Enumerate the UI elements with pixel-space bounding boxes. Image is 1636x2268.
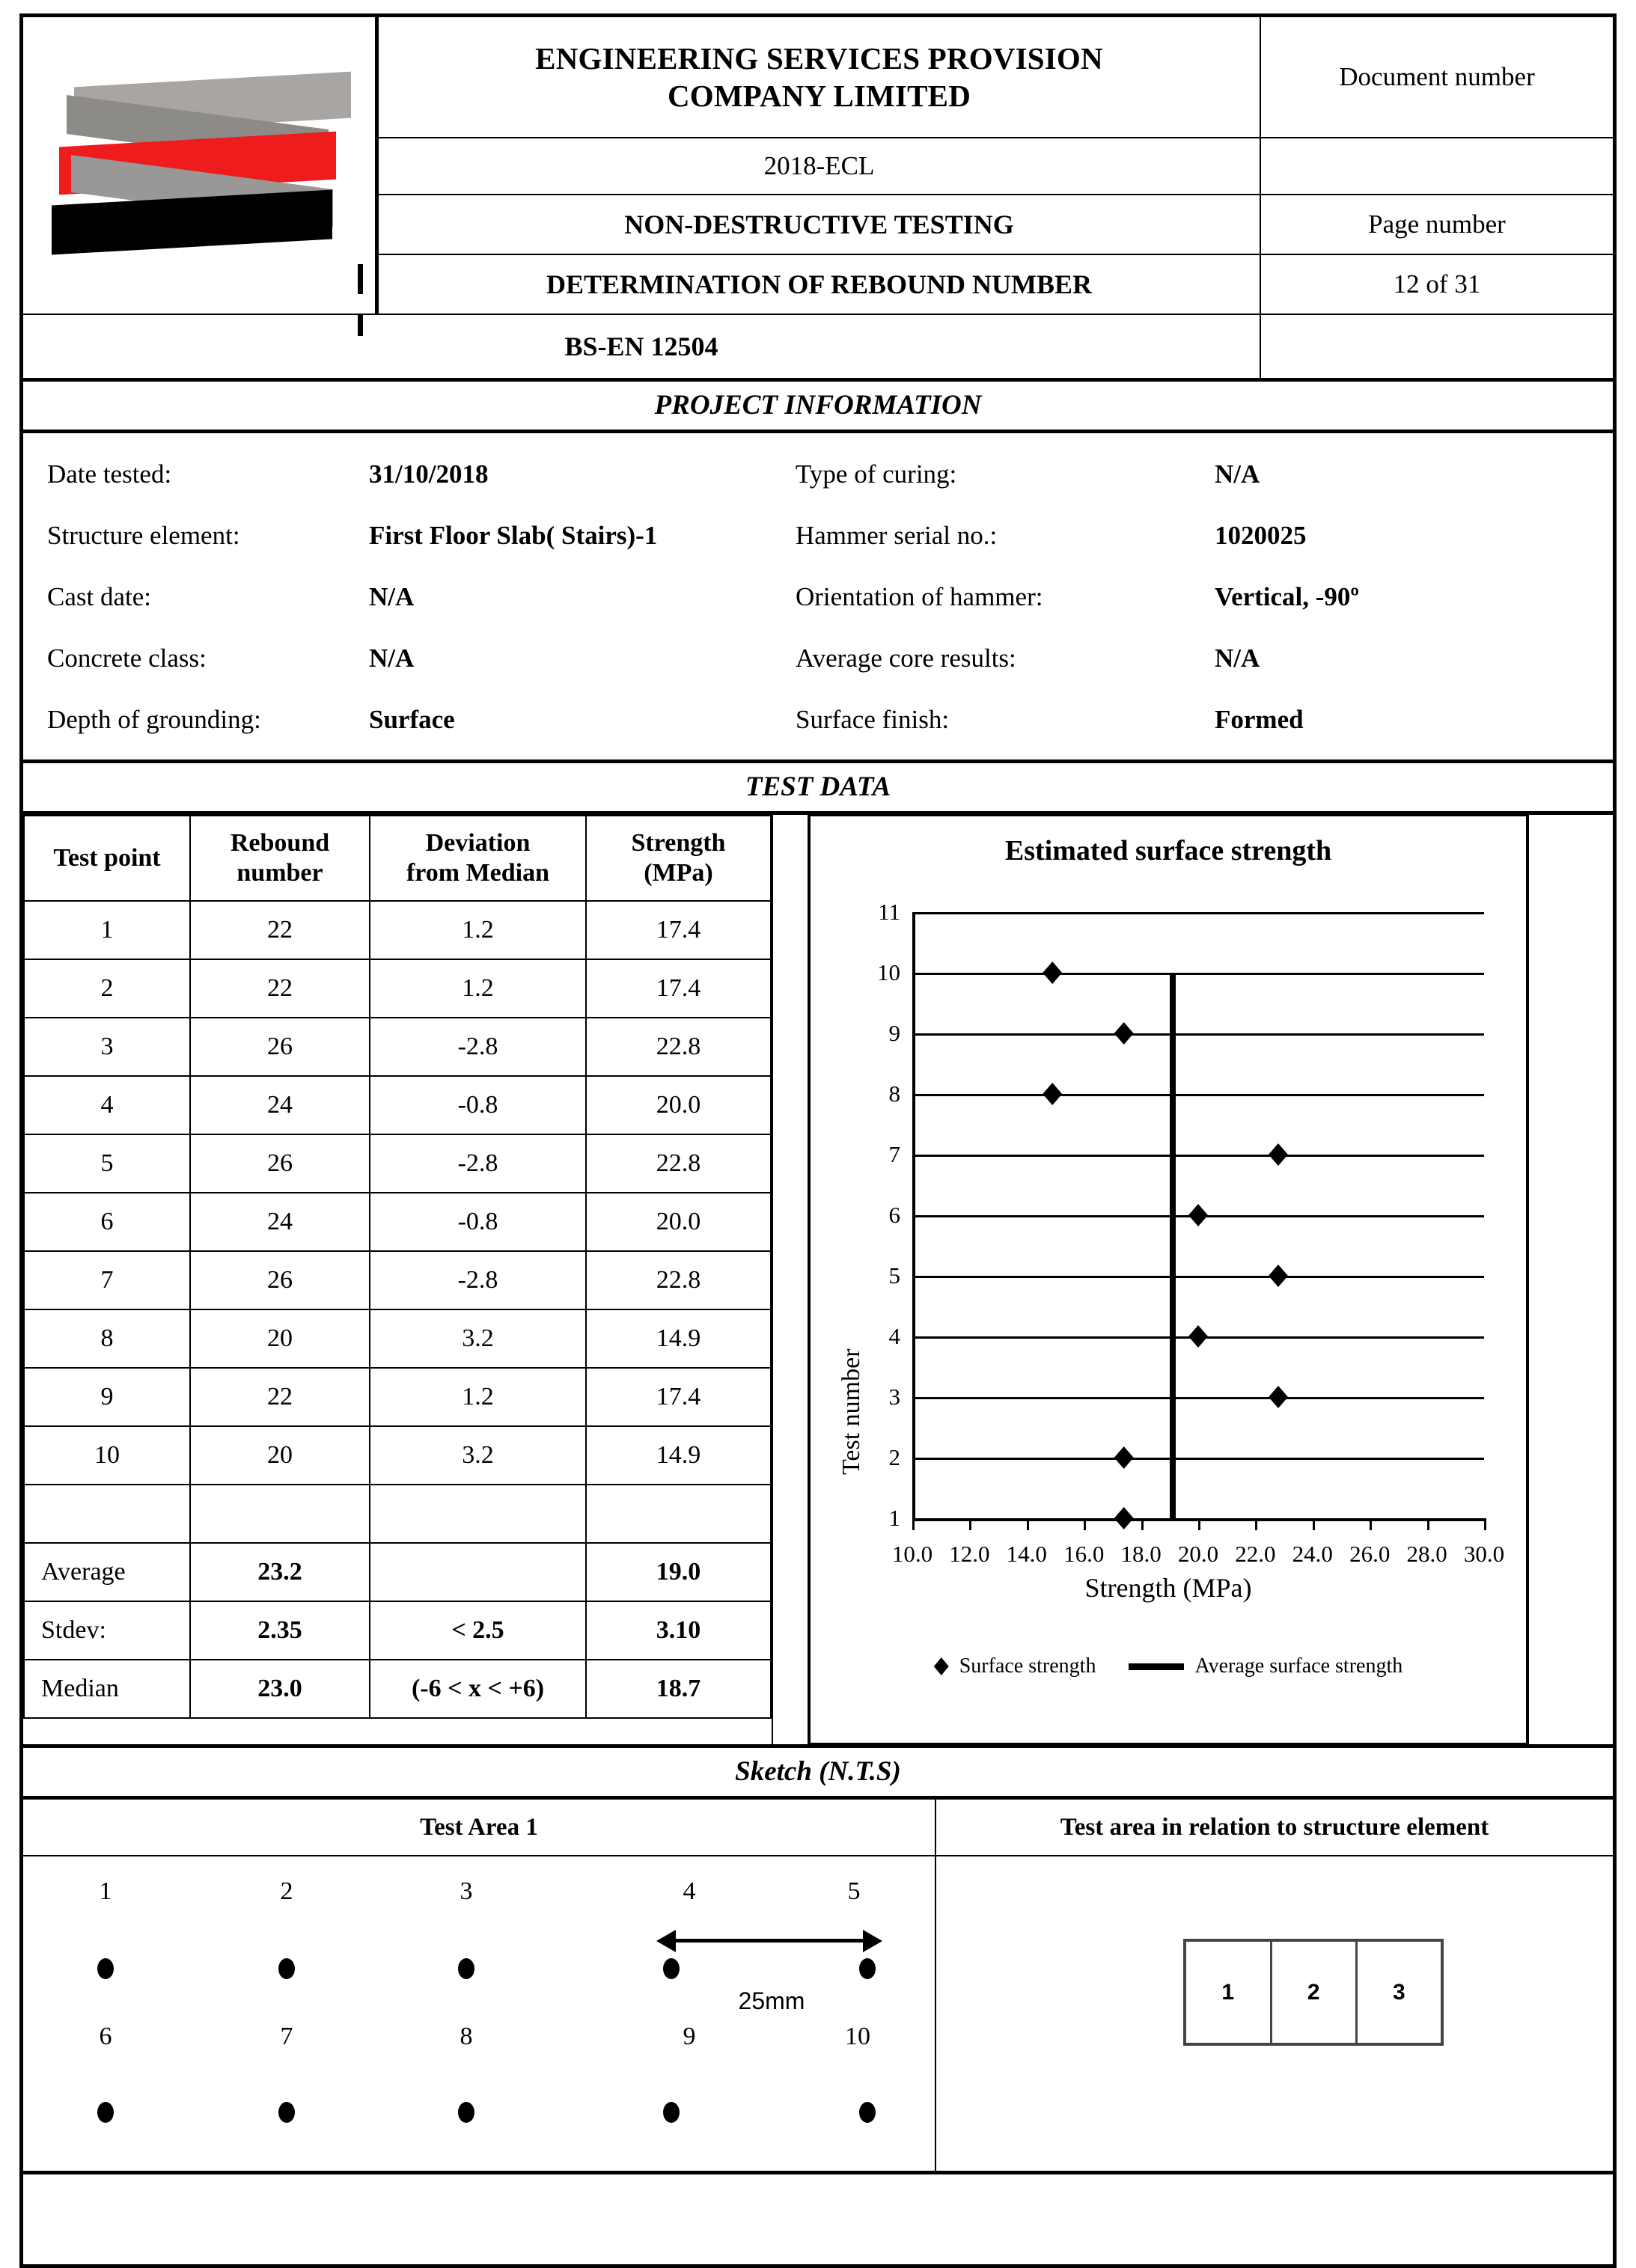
- cell-rebound: 20: [190, 1426, 370, 1485]
- summary-row-average: [24, 1543, 771, 1601]
- cell-rebound: 22: [190, 901, 370, 959]
- table-row: [24, 1134, 771, 1193]
- legend-label-average-surface-strength: Average surface strength: [1194, 1654, 1403, 1678]
- label-concrete-class: Concrete class:: [47, 644, 207, 673]
- table-chart-spacer: [772, 815, 808, 1744]
- diamond-marker-icon: [934, 1657, 949, 1675]
- header-blank-cell: [1260, 314, 1615, 380]
- dimension-label: 25mm: [738, 1987, 805, 2014]
- project-information-title: PROJECT INFORMATION: [654, 390, 982, 421]
- label-cast-date: Cast date:: [47, 582, 151, 611]
- test-data-layout: [23, 815, 1613, 1744]
- cell-test-point: 7: [24, 1251, 190, 1309]
- cell-rebound: 26: [190, 1134, 370, 1193]
- chart-x-tick-label: 10.0: [891, 1541, 933, 1567]
- standard-cell: [22, 314, 1261, 380]
- cell-deviation: -2.8: [370, 1134, 586, 1193]
- project-information-body: [22, 432, 1615, 762]
- standard-label: BS-EN 12504: [564, 331, 718, 361]
- chart-average-line: [1170, 973, 1176, 1518]
- grid-label-1: 1: [99, 1877, 112, 1905]
- chart-gridline: [912, 1155, 1484, 1157]
- cell-strength: 20.0: [586, 1193, 771, 1251]
- table-row-empty: [24, 1485, 771, 1543]
- grid-label-6: 6: [99, 2023, 112, 2050]
- company-name-line1: ENGINEERING SERVICES PROVISION: [535, 40, 1103, 76]
- logo-bar-black: [52, 190, 332, 255]
- chart-right-spacer: [1528, 815, 1613, 1744]
- summary-row-median: [24, 1660, 771, 1718]
- value-type-of-curing: N/A: [1215, 459, 1260, 489]
- cell-rebound: 20: [190, 1309, 370, 1368]
- chart-y-axis-label: Test number: [837, 1348, 865, 1475]
- legend-item-surface-strength: [934, 1654, 1096, 1678]
- value-stdev-rebound: 2.35: [190, 1601, 370, 1660]
- table-row: [24, 1368, 771, 1426]
- cell-deviation: [370, 1485, 586, 1543]
- sketch-bottom-blank-row: [23, 2173, 1613, 2265]
- cell-deviation: 3.2: [370, 1426, 586, 1485]
- test-area-grid-cell: [23, 1856, 935, 2173]
- chart-gridline: [912, 973, 1484, 975]
- value-median-deviation: (-6 < x < +6): [370, 1660, 586, 1718]
- test-point-dot: [663, 2102, 680, 2123]
- value-hammer-serial-no: 1020025: [1215, 521, 1307, 550]
- chart-container: [809, 815, 1527, 1744]
- chart-y-tick-label: 1: [888, 1505, 900, 1531]
- chart-x-tick-label: 16.0: [1063, 1541, 1105, 1567]
- project-info-row: [23, 505, 1613, 566]
- cell-rebound: 26: [190, 1018, 370, 1076]
- legend-label-surface-strength: Surface strength: [959, 1654, 1096, 1678]
- table-row: [24, 1309, 771, 1368]
- grid-label-8: 8: [460, 2023, 473, 2050]
- structure-cell-2: 2: [1272, 1942, 1358, 2043]
- table-row: [24, 1018, 771, 1076]
- grid-label-7: 7: [280, 2023, 293, 2050]
- chart-x-tick-mark: [1427, 1518, 1429, 1530]
- cell-deviation: -0.8: [370, 1076, 586, 1134]
- chart-x-axis-label: Strength (MPa): [1084, 1573, 1252, 1603]
- table-row: [24, 1251, 771, 1309]
- chart-x-tick-mark: [1484, 1518, 1486, 1530]
- logo-tick-upper: [358, 264, 363, 294]
- page-number-label: Page number: [1368, 210, 1506, 239]
- grid-label-2: 2: [280, 1877, 293, 1905]
- chart-cell: [808, 815, 1528, 1744]
- chart-data-point: [1188, 1325, 1208, 1348]
- col-header-test-point: Test point: [24, 816, 190, 901]
- test-type-label: NON-DESTRUCTIVE TESTING: [624, 210, 1014, 239]
- label-average-core-results: Average core results:: [796, 644, 1016, 673]
- project-information-table: [23, 444, 1613, 751]
- test-data-section-header: [22, 762, 1615, 813]
- cell-test-point: 3: [24, 1018, 190, 1076]
- results-table: [23, 815, 772, 1719]
- chart-gridline: [912, 1397, 1484, 1399]
- project-info-row: [23, 689, 1613, 751]
- value-median-rebound: 23.0: [190, 1660, 370, 1718]
- chart-y-tick-label: 6: [888, 1202, 900, 1228]
- chart-gridline: [912, 1094, 1484, 1096]
- chart-x-tick-mark: [912, 1518, 915, 1530]
- value-stdev-strength: 3.10: [586, 1601, 771, 1660]
- chart-title: Estimated surface strength: [1004, 835, 1332, 866]
- company-title-cell: [377, 16, 1261, 138]
- test-data-body: [22, 813, 1615, 1746]
- cell-strength: [586, 1485, 771, 1543]
- chart-y-tick-label: 9: [888, 1020, 900, 1046]
- chart-x-tick-mark: [1084, 1518, 1086, 1530]
- col-header-deviation-from-median: Deviation from Median: [370, 816, 586, 901]
- surface-strength-chart: [811, 816, 1526, 1743]
- chart-data-point: [1269, 1386, 1288, 1408]
- cell-rebound: [190, 1485, 370, 1543]
- value-stdev-deviation: < 2.5: [370, 1601, 586, 1660]
- chart-data-point: [1043, 962, 1062, 984]
- chart-data-point: [1114, 1446, 1134, 1469]
- cell-test-point: [24, 1485, 190, 1543]
- value-orientation-of-hammer: Vertical, -90º: [1215, 582, 1359, 611]
- test-data-title: TEST DATA: [745, 771, 891, 802]
- sketch-left-header: Test Area 1: [23, 1800, 935, 1856]
- cell-test-point: 9: [24, 1368, 190, 1426]
- grid-label-10: 10: [845, 2023, 870, 2050]
- cell-strength: 17.4: [586, 901, 771, 959]
- grid-label-4: 4: [683, 1877, 696, 1905]
- label-stdev: Stdev:: [24, 1601, 190, 1660]
- chart-data-point: [1114, 1022, 1134, 1045]
- structure-relation-cell: [935, 1856, 1613, 2173]
- project-info-row: [23, 566, 1613, 628]
- document-number-value-cell: [377, 138, 1261, 195]
- cell-strength: 22.8: [586, 1134, 771, 1193]
- table-row: [24, 959, 771, 1018]
- legend-item-average-surface-strength: [1129, 1654, 1402, 1678]
- company-logo-cell: [22, 16, 377, 315]
- chart-data-point: [1269, 1265, 1288, 1287]
- chart-y-tick-label: 8: [888, 1080, 900, 1107]
- structure-diagram-container: [936, 1856, 1613, 2171]
- chart-data-point: [1269, 1143, 1288, 1166]
- test-area-grid: [23, 1856, 935, 2171]
- cell-deviation: 1.2: [370, 959, 586, 1018]
- dimension-arrow-right-icon: [863, 1930, 882, 1952]
- cell-rebound: 24: [190, 1193, 370, 1251]
- page-number-label-cell: [1260, 195, 1615, 254]
- cell-strength: 14.9: [586, 1426, 771, 1485]
- dimension-line: [676, 1939, 863, 1943]
- document-number-label-cell: [1260, 16, 1615, 138]
- value-cast-date: N/A: [369, 582, 415, 611]
- structure-cell-3: 3: [1393, 1979, 1405, 2005]
- chart-x-tick-mark: [1313, 1518, 1315, 1530]
- sketch-section-header: [22, 1746, 1615, 1798]
- chart-x-tick-label: 22.0: [1235, 1541, 1276, 1567]
- chart-y-tick-label: 2: [888, 1444, 900, 1470]
- structure-cell-1: 1: [1186, 1942, 1272, 2043]
- label-orientation-of-hammer: Orientation of hammer:: [796, 582, 1043, 611]
- test-title-label: DETERMINATION OF REBOUND NUMBER: [546, 269, 1093, 299]
- table-row: [24, 1426, 771, 1485]
- chart-x-tick-label: 26.0: [1349, 1541, 1391, 1567]
- chart-x-tick-mark: [1027, 1518, 1029, 1530]
- chart-data-point: [1114, 1507, 1134, 1529]
- cell-deviation: -0.8: [370, 1193, 586, 1251]
- cell-test-point: 2: [24, 959, 190, 1018]
- chart-y-tick-label: 5: [888, 1262, 900, 1289]
- cell-test-point: 6: [24, 1193, 190, 1251]
- cell-deviation: 1.2: [370, 901, 586, 959]
- chart-y-tick-label: 3: [888, 1384, 900, 1410]
- value-structure-element: First Floor Slab( Stairs)-1: [369, 521, 658, 550]
- chart-y-tick-label: 11: [878, 899, 900, 925]
- label-structure-element: Structure element:: [47, 521, 240, 550]
- chart-y-tick-label: 7: [888, 1141, 900, 1167]
- cell-strength: 22.8: [586, 1018, 771, 1076]
- test-point-dot: [278, 2102, 295, 2123]
- chart-x-tick-label: 30.0: [1463, 1541, 1505, 1567]
- document-number-value: 2018-ECL: [763, 151, 875, 180]
- cell-deviation: -2.8: [370, 1251, 586, 1309]
- label-average: Average: [24, 1543, 190, 1601]
- value-surface-finish: Formed: [1215, 705, 1304, 734]
- value-depth-of-grounding: Surface: [369, 705, 455, 734]
- cell-deviation: 1.2: [370, 1368, 586, 1426]
- label-median: Median: [24, 1660, 190, 1718]
- logo-tick-lower: [358, 314, 363, 336]
- col-header-rebound-number: Rebound number: [190, 816, 370, 901]
- chart-gridline: [912, 1276, 1484, 1278]
- chart-legend: [811, 1654, 1526, 1678]
- chart-y-tick-label: 4: [888, 1323, 900, 1349]
- value-concrete-class: N/A: [369, 644, 415, 673]
- grid-label-9: 9: [683, 2023, 696, 2050]
- test-point-dot: [97, 1958, 114, 1979]
- table-row: [24, 1193, 771, 1251]
- test-point-dot: [859, 2102, 876, 2123]
- sketch-right-header: Test area in relation to structure element: [935, 1800, 1613, 1856]
- company-logo: [52, 58, 351, 272]
- test-type-cell: [377, 195, 1261, 254]
- chart-x-tick-mark: [1141, 1518, 1144, 1530]
- chart-x-tick-mark: [1370, 1518, 1372, 1530]
- chart-x-tick-label: 24.0: [1292, 1541, 1333, 1567]
- page-number-value: 12 of 31: [1393, 269, 1481, 299]
- chart-gridline: [912, 912, 1484, 914]
- value-average-strength: 19.0: [586, 1543, 771, 1601]
- cell-test-point: 5: [24, 1134, 190, 1193]
- label-type-of-curing: Type of curing:: [796, 459, 957, 489]
- cell-strength: 22.8: [586, 1251, 771, 1309]
- chart-gridline: [912, 1458, 1484, 1460]
- chart-plot-area: [877, 899, 1505, 1567]
- label-depth-of-grounding: Depth of grounding:: [47, 705, 261, 734]
- document-number-label: Document number: [1339, 62, 1535, 91]
- company-name-line2: COMPANY LIMITED: [667, 79, 971, 113]
- test-point-dot: [859, 1958, 876, 1979]
- results-table-cell: [23, 815, 772, 1744]
- table-row: [24, 901, 771, 959]
- cell-strength: 17.4: [586, 1368, 771, 1426]
- grid-label-5: 5: [847, 1877, 861, 1905]
- sketch-body: [22, 1798, 1615, 2267]
- chart-gridline: [912, 1033, 1484, 1036]
- value-median-strength: 18.7: [586, 1660, 771, 1718]
- report-outer-frame: [19, 13, 1617, 2268]
- value-average-core-results: N/A: [1215, 644, 1260, 673]
- value-average-deviation: [370, 1543, 586, 1601]
- chart-x-tick-label: 14.0: [1006, 1541, 1047, 1567]
- test-point-dot: [458, 1958, 474, 1979]
- sketch-table: [23, 1800, 1613, 2264]
- chart-x-tick-label: 28.0: [1406, 1541, 1447, 1567]
- cell-rebound: 22: [190, 959, 370, 1018]
- chart-x-tick-mark: [1255, 1518, 1257, 1530]
- chart-data-point: [1188, 1204, 1208, 1226]
- value-date-tested: 31/10/2018: [369, 459, 489, 489]
- label-hammer-serial-no: Hammer serial no.:: [796, 521, 998, 550]
- dimension-arrow-left-icon: [656, 1930, 676, 1952]
- test-point-dot: [278, 1958, 295, 1979]
- test-point-dot: [663, 1958, 680, 1979]
- cell-test-point: 8: [24, 1309, 190, 1368]
- cell-test-point: 4: [24, 1076, 190, 1134]
- cell-test-point: 10: [24, 1426, 190, 1485]
- cell-strength: 17.4: [586, 959, 771, 1018]
- cell-rebound: 26: [190, 1251, 370, 1309]
- summary-row-stdev: [24, 1601, 771, 1660]
- test-point-dot: [97, 2102, 114, 2123]
- chart-x-tick-mark: [969, 1518, 971, 1530]
- project-information-section-header: [22, 380, 1615, 432]
- value-average-rebound: 23.2: [190, 1543, 370, 1601]
- label-surface-finish: Surface finish:: [796, 705, 950, 734]
- project-info-row: [23, 444, 1613, 505]
- label-date-tested: Date tested:: [47, 459, 172, 489]
- chart-x-tick-label: 20.0: [1177, 1541, 1219, 1567]
- sketch-title: Sketch (N.T.S): [735, 1756, 901, 1787]
- cell-rebound: 24: [190, 1076, 370, 1134]
- cell-deviation: -2.8: [370, 1018, 586, 1076]
- cell-test-point: 1: [24, 901, 190, 959]
- col-header-strength: Strength (MPa): [586, 816, 771, 901]
- cell-rebound: 22: [190, 1368, 370, 1426]
- chart-x-tick-label: 18.0: [1120, 1541, 1162, 1567]
- structure-diagram: [1183, 1939, 1444, 2046]
- table-row: [24, 1076, 771, 1134]
- cell-deviation: 3.2: [370, 1309, 586, 1368]
- chart-data-point: [1043, 1083, 1062, 1105]
- line-marker-icon: [1129, 1663, 1184, 1670]
- test-title-cell: [377, 254, 1261, 314]
- cell-strength: 14.9: [586, 1309, 771, 1368]
- results-header-row: [24, 816, 771, 901]
- project-info-row: [23, 628, 1613, 689]
- chart-x-tick-mark: [1198, 1518, 1200, 1530]
- cell-strength: 20.0: [586, 1076, 771, 1134]
- chart-y-tick-label: 10: [877, 959, 900, 985]
- page-number-value-cell: [1260, 254, 1615, 314]
- test-point-dot: [458, 2102, 474, 2123]
- grid-label-3: 3: [460, 1877, 473, 1905]
- chart-x-tick-label: 12.0: [949, 1541, 990, 1567]
